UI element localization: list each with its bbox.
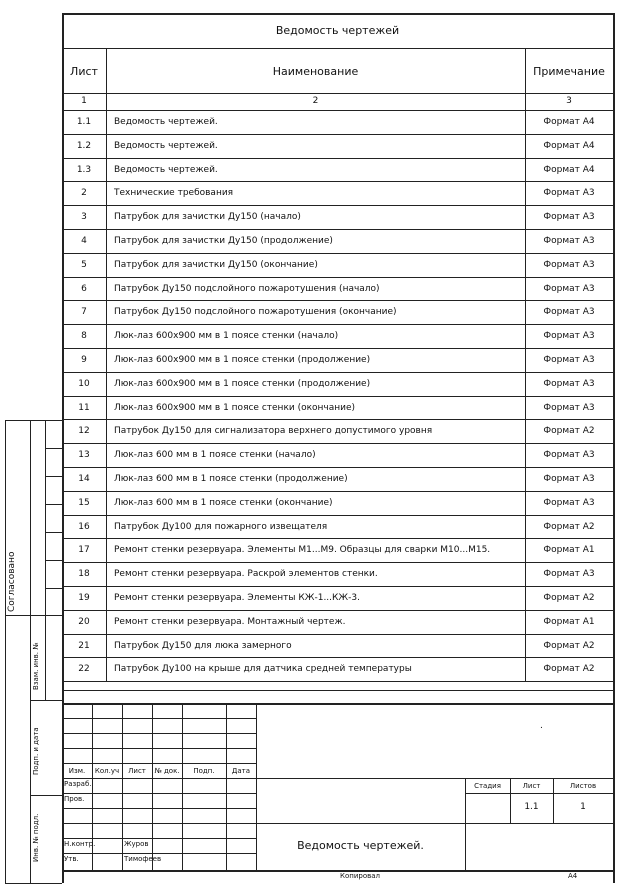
row-name: Ведомость чертежей.: [114, 140, 218, 151]
column-header-note: Примечание: [533, 65, 605, 78]
row-sheet-number: 8: [81, 331, 87, 342]
stamp-column: [226, 703, 227, 870]
stamp-dot: .: [540, 721, 543, 731]
stamp-row: [62, 823, 256, 824]
row-note: Формат А3: [543, 283, 595, 294]
row-name: Люк-лаз 600х900 мм в 1 поясе стенки (продолжение): [114, 355, 371, 365]
row-divider: [62, 253, 613, 254]
side-strip-line: [45, 448, 62, 449]
stamp-row: [62, 808, 256, 809]
row-sheet-number: 16: [78, 521, 90, 532]
row-name: Ведомость чертежей.: [114, 117, 218, 127]
row-name: Патрубок Ду150 для сигнализатора верхнего допустимого уровня: [114, 426, 433, 437]
row-sheet-number: 1.1: [76, 117, 92, 127]
stamp-row: [62, 793, 256, 794]
side-strip-line: [45, 476, 62, 477]
column-header-name: Наименование: [272, 65, 359, 78]
stamp-row: [62, 733, 256, 734]
stamp-sheet-label: Лист: [522, 782, 541, 790]
side-strip-line: [45, 504, 62, 505]
row-sheet-number: 13: [78, 450, 90, 461]
row-divider: [62, 277, 613, 278]
stamp-row: [62, 870, 256, 871]
row-note: Формат А3: [543, 450, 595, 461]
side-label-inv-orig: Инв. № подл.: [32, 813, 40, 862]
row-note: Формат А3: [543, 355, 595, 365]
row-divider: [62, 562, 613, 563]
row-divider: [62, 634, 613, 635]
header-divider: [62, 93, 613, 94]
row-divider: [62, 657, 613, 658]
stamp-column: [182, 703, 183, 870]
row-divider: [62, 586, 613, 587]
row-note: Формат А3: [543, 259, 595, 270]
row-sheet-number: 18: [78, 569, 90, 580]
stamp-role-name: Журов: [124, 840, 149, 848]
row-note: Формат А1: [543, 545, 595, 556]
row-divider: [62, 372, 613, 373]
row-sheet-number: 22: [78, 664, 90, 675]
stamp-header: Подп.: [193, 767, 215, 775]
row-note: Формат А4: [543, 117, 595, 127]
row-note: Формат А2: [543, 521, 595, 532]
row-name: Люк-лаз 600 мм в 1 поясе стенки (начало): [114, 450, 316, 461]
row-name: Ремонт стенки резервуара. Монтажный чертеж.: [114, 616, 346, 627]
side-strip-line: [30, 795, 62, 796]
row-note: Формат А1: [543, 616, 595, 627]
row-sheet-number: 4: [81, 236, 87, 246]
row-name: Патрубок Ду100 на крыше для датчика средней температуры: [114, 664, 412, 675]
row-name: Технические требования: [114, 188, 234, 199]
row-note: Формат А3: [543, 569, 595, 580]
row-sheet-number: 17: [78, 545, 90, 556]
stamp-role: Утв.: [64, 855, 79, 863]
row-note: Формат А3: [543, 402, 595, 413]
header-divider: [62, 110, 613, 111]
row-note: Формат А3: [543, 212, 595, 223]
row-divider: [62, 348, 613, 349]
stamp-header: Лист: [128, 767, 146, 775]
row-sheet-number: 2: [81, 188, 87, 199]
side-strip-divider: [30, 420, 31, 883]
row-sheet-number: 6: [81, 283, 87, 294]
row-sheet-number: 1.3: [76, 164, 92, 175]
row-sheet-number: 7: [81, 307, 87, 318]
row-divider: [62, 467, 613, 468]
row-sheet-number: 21: [78, 640, 90, 651]
row-sheet-number: 10: [78, 378, 90, 389]
row-name: Патрубок Ду100 для пожарного извещателя: [114, 521, 328, 532]
footer-format: А4: [568, 872, 578, 880]
stamp-header: Дата: [231, 767, 251, 775]
frame-top: [62, 13, 613, 15]
row-note: Формат А2: [543, 640, 595, 651]
stamp-document-title: Ведомость чертежей.: [297, 839, 424, 852]
row-sheet-number: 5: [81, 259, 87, 270]
row-name: Патрубок для зачистки Ду150 (начало): [114, 212, 301, 223]
stamp-top-gap: [62, 690, 613, 691]
row-note: Формат А3: [543, 331, 595, 342]
column-number: 3: [566, 96, 572, 106]
row-divider: [62, 538, 613, 539]
side-strip-line: [30, 700, 62, 701]
stamp-row: [62, 838, 256, 839]
stamp-header: № док.: [154, 767, 180, 775]
side-strip-line: [5, 883, 62, 884]
stamp-sheet-value: 1.1: [524, 802, 539, 812]
row-note: Формат А4: [543, 164, 595, 175]
row-divider: [62, 681, 613, 682]
side-strip-line: [5, 420, 62, 421]
frame-right: [613, 13, 615, 883]
stamp-column: [62, 703, 63, 870]
stamp-sheets-value: 1: [580, 802, 586, 812]
row-name: Патрубок Ду150 подслойного пожаротушения (окончание): [114, 307, 397, 318]
row-name: Люк-лаз 600х900 мм в 1 поясе стенки (начало): [114, 331, 339, 342]
row-divider: [62, 419, 613, 420]
stamp-row: [62, 748, 256, 749]
column-number: 1: [81, 96, 87, 106]
stamp-column: [122, 703, 123, 870]
row-note: Формат А3: [543, 378, 595, 389]
row-note: Формат А3: [543, 307, 595, 318]
row-name: Патрубок для зачистки Ду150 (окончание): [114, 259, 318, 270]
row-divider: [62, 443, 613, 444]
stamp-row: [62, 778, 256, 779]
row-note: Формат А4: [543, 140, 595, 151]
side-strip-edge: [5, 420, 6, 883]
row-divider: [62, 229, 613, 230]
column-header-sheet: Лист: [70, 65, 98, 78]
stamp-role: Н.контр.: [64, 840, 96, 848]
stamp-line: [465, 793, 613, 794]
stamp-header: Кол.уч: [94, 767, 120, 775]
row-name: Люк-лаз 600х900 мм в 1 поясе стенки (продолжение): [114, 378, 371, 389]
side-strip-line: [5, 615, 62, 616]
row-name: Ремонт стенки резервуара. Элементы М1...М9. Образцы для сварки М10...М15.: [114, 545, 491, 556]
row-sheet-number: 12: [78, 426, 90, 437]
row-sheet-number: 15: [78, 497, 90, 508]
column-number: 2: [312, 96, 319, 106]
row-note: Формат А2: [543, 426, 595, 437]
stamp-role-name: Тимофеев: [124, 855, 162, 863]
stamp-header: Изм.: [68, 767, 86, 775]
row-name: Люк-лаз 600х900 мм в 1 поясе стенки (окончание): [114, 402, 356, 413]
stamp-line: [256, 778, 613, 779]
row-divider: [62, 610, 613, 611]
stamp-row: [62, 853, 256, 854]
row-name: Патрубок Ду150 для люка замерного: [114, 640, 292, 651]
stamp-role: Пров.: [64, 795, 85, 803]
row-note: Формат А3: [543, 497, 595, 508]
stamp-row: [62, 718, 256, 719]
side-strip-line: [45, 532, 62, 533]
row-sheet-number: 1.2: [76, 140, 92, 151]
row-divider: [62, 158, 613, 159]
side-strip-line: [45, 588, 62, 589]
row-divider: [62, 134, 613, 135]
row-divider: [62, 300, 613, 301]
header-divider: [62, 48, 613, 49]
row-name: Ремонт стенки резервуара. Элементы КЖ-1...КЖ-3.: [114, 593, 360, 603]
side-label-sign-date: Подп. и дата: [32, 727, 40, 775]
row-sheet-number: 14: [78, 474, 90, 484]
row-name: Патрубок Ду150 подслойного пожаротушения (начало): [114, 283, 380, 294]
row-name: Люк-лаз 600 мм в 1 поясе стенки (окончание): [114, 497, 333, 508]
row-note: Формат А2: [543, 593, 595, 603]
row-divider: [62, 396, 613, 397]
row-sheet-number: 20: [78, 616, 90, 627]
row-name: Люк-лаз 600 мм в 1 поясе стенки (продолжение): [114, 474, 348, 484]
row-note: Формат А3: [543, 188, 595, 199]
row-sheet-number: 11: [78, 402, 90, 413]
row-note: Формат А2: [543, 664, 595, 675]
stamp-row: [62, 763, 256, 764]
row-divider: [62, 515, 613, 516]
side-strip-line: [45, 560, 62, 561]
stamp-column: [465, 778, 466, 870]
stamp-line: [256, 823, 613, 824]
row-note: Формат А3: [543, 236, 595, 246]
row-sheet-number: 19: [78, 593, 90, 603]
stamp-column: [152, 703, 153, 870]
row-divider: [62, 181, 613, 182]
row-divider: [62, 205, 613, 206]
footer-copied: Копировал: [340, 872, 380, 880]
row-name: Ведомость чертежей.: [114, 164, 218, 175]
side-label-agreed: Согласовано: [7, 551, 17, 612]
row-sheet-number: 3: [81, 212, 87, 223]
stamp-stage-label: Стадия: [474, 782, 501, 790]
stamp-row: [62, 703, 256, 704]
page-title: Ведомость чертежей: [275, 24, 400, 37]
row-note: Формат А3: [543, 474, 595, 484]
side-label-inv-replace: Взам. инв. №: [32, 642, 40, 690]
row-sheet-number: 9: [81, 355, 87, 365]
stamp-sheets-label: Листов: [569, 782, 597, 790]
row-divider: [62, 491, 613, 492]
row-name: Патрубок для зачистки Ду150 (продолжение): [114, 236, 333, 246]
stamp-role: Разраб.: [64, 780, 92, 788]
row-divider: [62, 324, 613, 325]
row-name: Ремонт стенки резервуара. Раскрой элементов стенки.: [114, 569, 378, 580]
